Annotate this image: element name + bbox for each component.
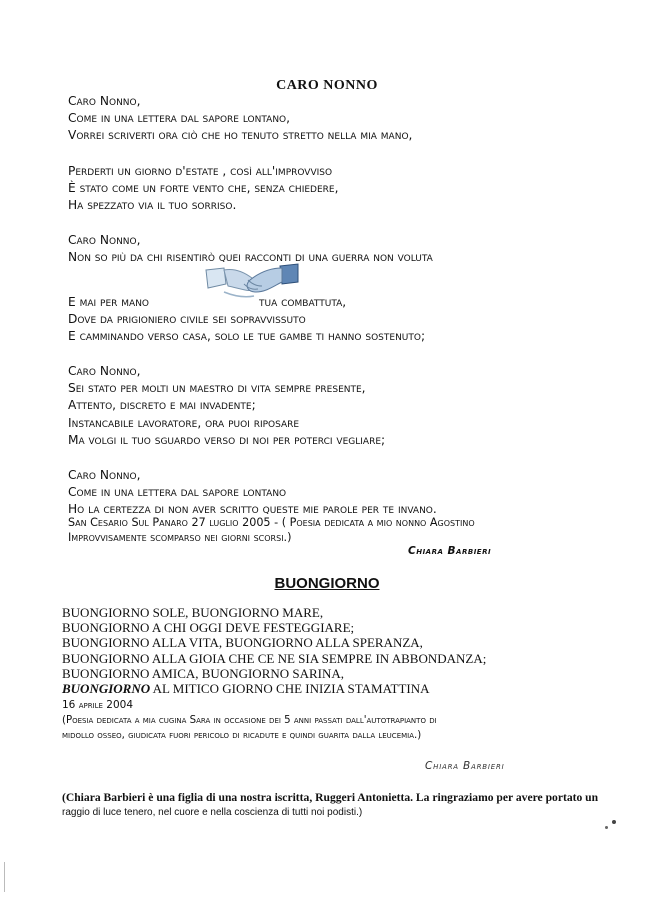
poem-line: È stato come un forte vento che, senza chiedere, <box>68 180 339 195</box>
poem-line: Perderti un giorno d'estate , così all'improvviso <box>68 163 333 178</box>
poem-title-caro-nonno: CARO NONNO <box>276 78 378 93</box>
poem-line: Attento, discreto e mai invadente; <box>68 398 256 413</box>
poem-line: Dove da prigioniero civile sei sopravvissuto <box>68 311 306 326</box>
poem-line: BUONGIORNO ALLA GIOIA CHE CE NE SIA SEMPRE IN ABBONDANZA; <box>62 650 487 666</box>
poem-line: Vorrei scriverti ora ciò che ho tenuto stretto nella mia mano, <box>68 128 413 143</box>
dedication-caro-nonno <box>68 515 628 545</box>
stanza-6 <box>68 467 628 519</box>
poem-buongiorno <box>62 605 642 696</box>
dedication-buongiorno <box>62 713 642 743</box>
poem-line: Caro Nonno, <box>68 94 141 108</box>
poem-line-part: AL MITICO GIORNO CHE INIZIA STAMATTINA <box>150 681 430 697</box>
stanza-1 <box>68 93 628 145</box>
poem-line: Ma volgi il tuo sguardo verso di noi per poterci vegliare; <box>68 432 386 447</box>
stanza-3 <box>68 232 628 266</box>
poem-line: Non so più da chi risentirò quei racconti di una guerra non voluta <box>68 250 433 265</box>
signature: Chiara Barbieri <box>425 760 505 772</box>
stanza-4 <box>68 294 628 346</box>
poem-line <box>68 294 628 311</box>
note-line: raggio di luce tenero, nel cuore e nella coscienza di tutti noi podisti.) <box>62 807 363 818</box>
stanza-5 <box>68 363 628 449</box>
poem-line: Come in una lettera dal sapore lontano <box>68 485 287 500</box>
poem-line: Ho la certezza di non aver scritto queste mie parole per te invano. <box>68 502 437 517</box>
bold-word: BUONGIORNO <box>62 681 151 697</box>
dedication-line: San Cesario Sul Panaro 27 luglio 2005 - ( Poesia dedicata a mio nonno Agostino <box>68 516 475 529</box>
handshake-icon <box>204 262 300 307</box>
poem-caro-nonno <box>68 93 628 519</box>
poem-line-part: tua combattuta, <box>259 294 347 309</box>
scan-speck <box>612 820 616 824</box>
scan-edge-mark <box>4 862 5 892</box>
note-line: (Chiara Barbieri è una figlia di una nostra iscritta, Ruggeri Antonietta. La ringraziamo per avere portato un <box>62 791 599 804</box>
poem-line: Instancabile lavoratore, ora puoi riposare <box>68 415 300 430</box>
poem-line: Caro Nonno, <box>68 233 141 248</box>
poem-line: Come in una lettera dal sapore lontano, <box>68 111 291 126</box>
poem-line-part: E mai per mano <box>68 294 150 309</box>
scan-speck <box>605 826 608 829</box>
dedication-line: Improvvisamente scomparso nei giorni scorsi.) <box>68 531 292 544</box>
poem-title-buongiorno: BUONGIORNO <box>274 575 380 592</box>
poem-date: 16 aprile 2004 <box>62 699 134 711</box>
editorial-note <box>62 790 647 820</box>
poem-line: E camminando verso casa, solo le tue gambe ti hanno sostenuto; <box>68 328 426 343</box>
poem-line: Sei stato per molti un maestro di vita sempre presente, <box>68 381 366 396</box>
poem-line: BUONGIORNO AMICA, BUONGIORNO SARINA, <box>62 665 345 681</box>
poem-line: BUONGIORNO ALLA VITA, BUONGIORNO ALLA SPERANZA, <box>62 635 423 651</box>
poem-line: Ha spezzato via il tuo sorriso. <box>68 197 237 212</box>
stanza-2 <box>68 163 628 215</box>
poem-line <box>62 681 642 696</box>
poem-line: Caro Nonno, <box>68 468 141 482</box>
signature: Chiara Barbieri <box>408 545 492 557</box>
poem-line: BUONGIORNO A CHI OGGI DEVE FESTEGGIARE; <box>62 620 355 636</box>
dedication-line: (Poesia dedicata a mia cugina Sara in occasione dei 5 anni passati dall'autotrapianto di <box>62 715 437 726</box>
dedication-line: midollo osseo, giudicata fuori pericolo di ricadute e quindi guarita dalla leucemia.) <box>62 730 422 741</box>
poem-line: BUONGIORNO SOLE, BUONGIORNO MARE, <box>62 605 324 620</box>
poem-line: Caro Nonno, <box>68 364 141 379</box>
